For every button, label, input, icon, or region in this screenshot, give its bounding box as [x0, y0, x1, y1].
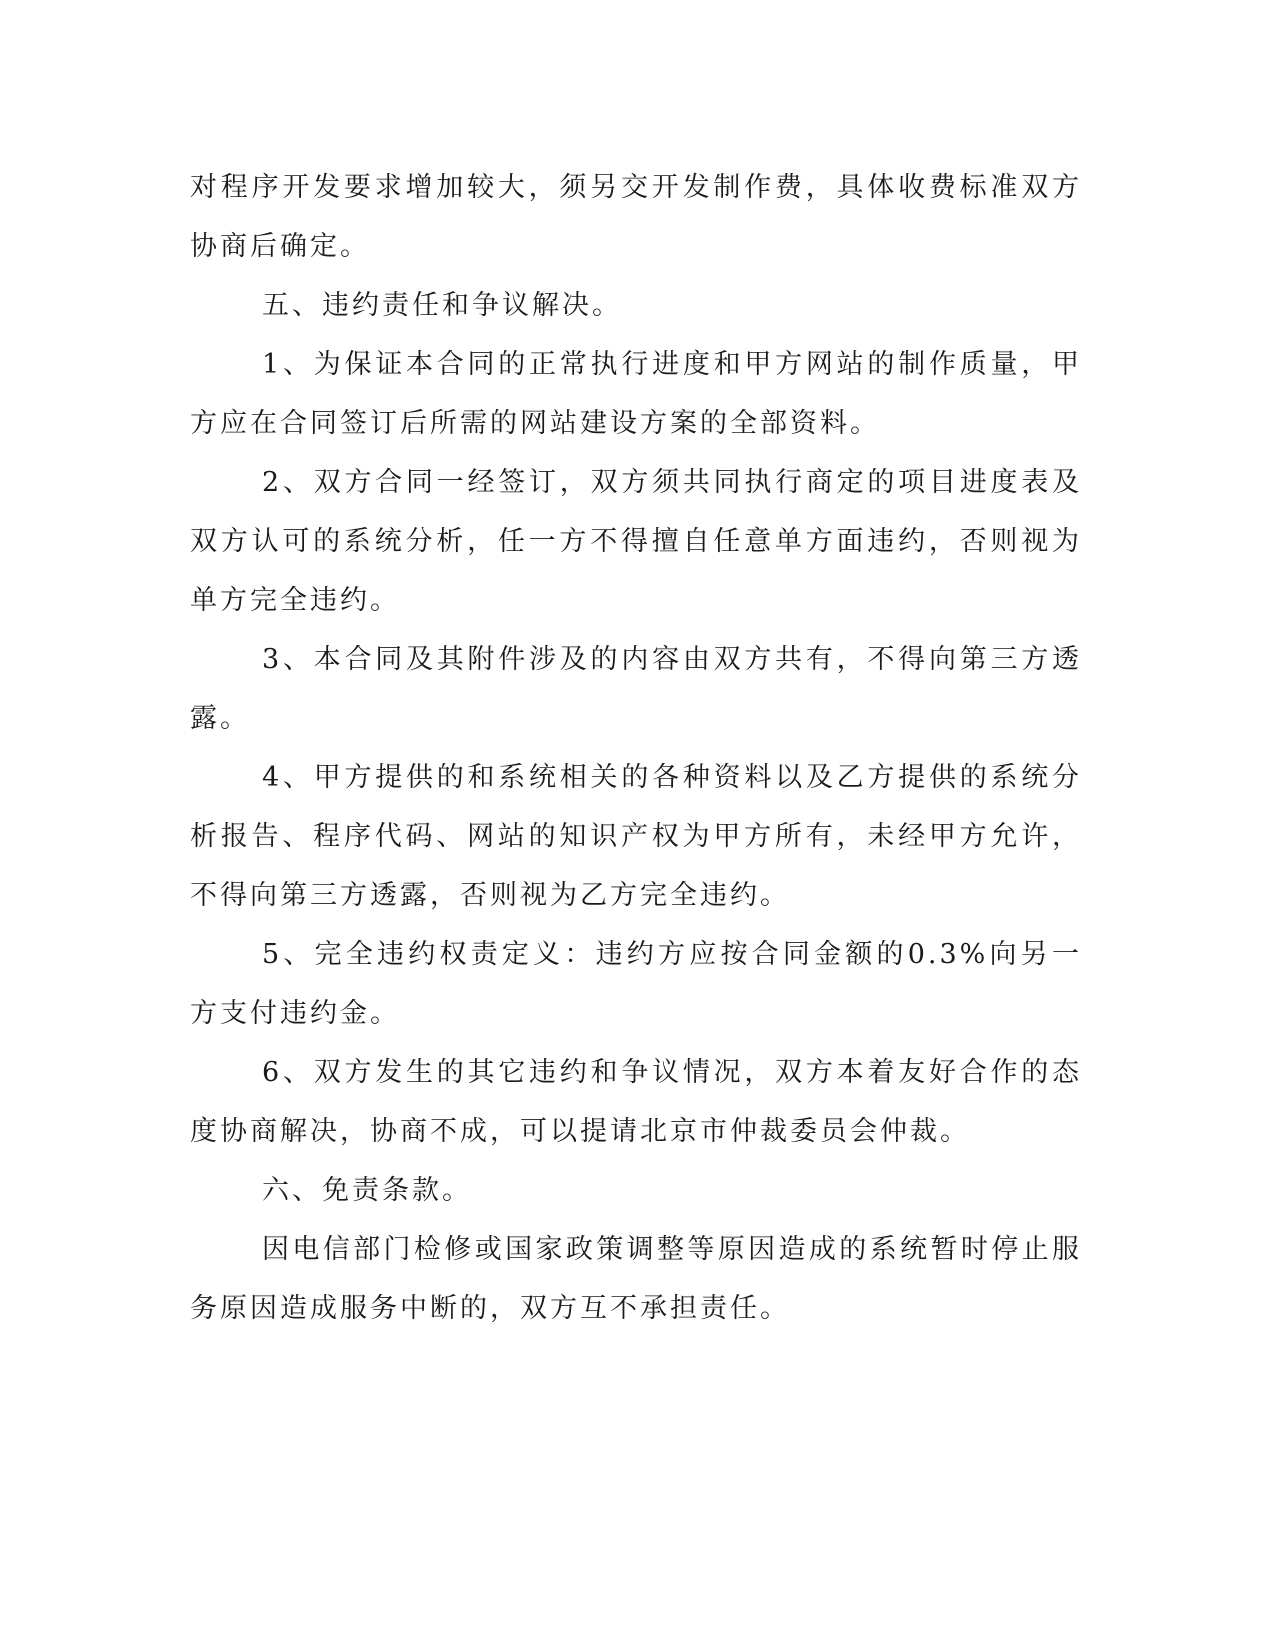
clause-2: 2、双方合同一经签订，双方须共同执行商定的项目进度表及双方认可的系统分析，任一方不得擅自任意单方面违约，否则视为单方完全违约。 — [190, 467, 1082, 616]
exemption-clause: 因电信部门检修或国家政策调整等原因造成的系统暂时停止服务原因造成服务中断的，双方互不承担责任。 — [190, 1234, 1082, 1324]
section-heading-exemption: 六、免责条款。 — [262, 1175, 472, 1206]
clause-5: 5、完全违约权责定义：违约方应按合同金额的0.3%向另一方支付违约金。 — [190, 939, 1082, 1029]
paragraph-continuation: 对程序开发要求增加较大，须另交开发制作费，具体收费标准双方协商后确定。 — [190, 172, 1082, 262]
section-heading-breach-liability: 五、违约责任和争议解决。 — [262, 290, 622, 321]
clause-3: 3、本合同及其附件涉及的内容由双方共有，不得向第三方透露。 — [190, 644, 1082, 734]
document-body — [190, 158, 1082, 1338]
clause-6: 6、双方发生的其它违约和争议情况，双方本着友好合作的态度协商解决，协商不成，可以提请北京市仲裁委员会仲裁。 — [190, 1057, 1082, 1147]
clause-1: 1、为保证本合同的正常执行进度和甲方网站的制作质量，甲方应在合同签订后所需的网站建设方案的全部资料。 — [190, 349, 1082, 439]
clause-4: 4、甲方提供的和系统相关的各种资料以及乙方提供的系统分析报告、程序代码、网站的知识产权为甲方所有，未经甲方允许，不得向第三方透露，否则视为乙方完全违约。 — [190, 762, 1082, 911]
